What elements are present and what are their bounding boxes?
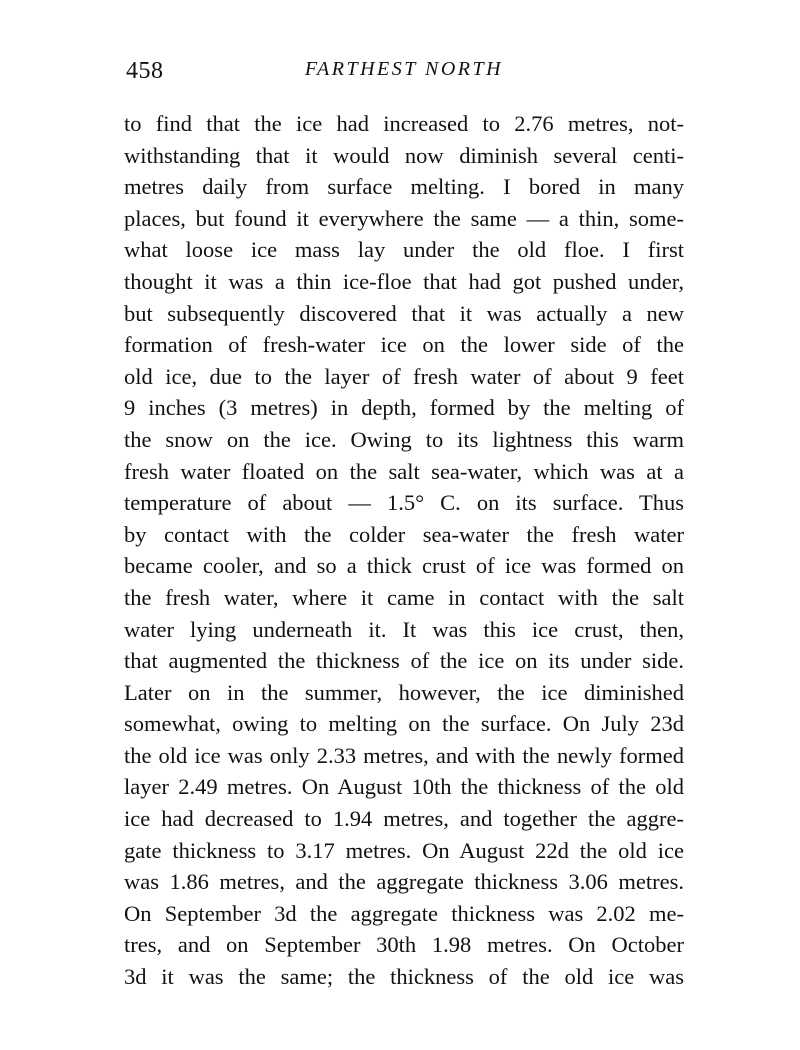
text-line: the old ice was only 2.33 metres, and with the newly formed — [124, 742, 684, 768]
text-line: ice had decreased to 1.94 metres, and together the aggre- — [124, 806, 684, 832]
page-number: 458 — [126, 58, 164, 84]
text-line: 9 inches (3 metres) in depth, formed by the melting of — [124, 395, 684, 421]
text-line: was 1.86 metres, and the aggregate thickness 3.06 metres. — [124, 869, 684, 895]
text-line: the fresh water, where it came in contact with the salt — [124, 584, 684, 610]
text-line: layer 2.49 metres. On August 10th the thickness of the old — [124, 774, 684, 800]
text-line: places, but found it everywhere the same — a thin, some- — [124, 205, 684, 231]
text-line: tres, and on September 30th 1.98 metres. On October — [124, 932, 684, 958]
text-line: but subsequently discovered that it was actually a new — [124, 300, 684, 326]
text-line: to find that the ice had increased to 2.76 metres, not- — [124, 111, 684, 136]
text-line: metres daily from surface melting. I bored in many — [124, 174, 684, 200]
text-line: fresh water floated on the salt sea-water, which was at a — [124, 458, 684, 484]
running-title: FARTHEST NORTH — [304, 58, 504, 80]
body-text — [124, 108, 684, 993]
text-line: that augmented the thickness of the ice on its under side. — [124, 648, 684, 674]
text-line: On September 3d the aggregate thickness was 2.02 me- — [124, 900, 684, 926]
text-line: somewhat, owing to melting on the surface. On July 23d — [124, 711, 684, 737]
text-line: withstanding that it would now diminish several centi- — [124, 142, 684, 168]
text-line: temperature of about — 1.5° C. on its surface. Thus — [124, 490, 684, 516]
text-line: what loose ice mass lay under the old floe. I first — [124, 237, 684, 263]
text-line: water lying underneath it. It was this ice crust, then, — [124, 616, 684, 642]
text-line: the snow on the ice. Owing to its lightness this warm — [124, 426, 684, 452]
text-line: by contact with the colder sea-water the fresh water — [124, 521, 684, 547]
text-line: thought it was a thin ice-floe that had got pushed under, — [124, 268, 684, 294]
text-line: old ice, due to the layer of fresh water of about 9 feet — [124, 363, 684, 389]
text-line: gate thickness to 3.17 metres. On August 22d the old ice — [124, 837, 684, 863]
text-line: Later on in the summer, however, the ice diminished — [124, 679, 684, 705]
running-head — [124, 56, 684, 86]
text-line: 3d it was the same; the thickness of the old ice was — [124, 964, 684, 990]
text-line: formation of fresh-water ice on the lower side of the — [124, 332, 684, 358]
text-line: became cooler, and so a thick crust of ice was formed on — [124, 553, 684, 579]
